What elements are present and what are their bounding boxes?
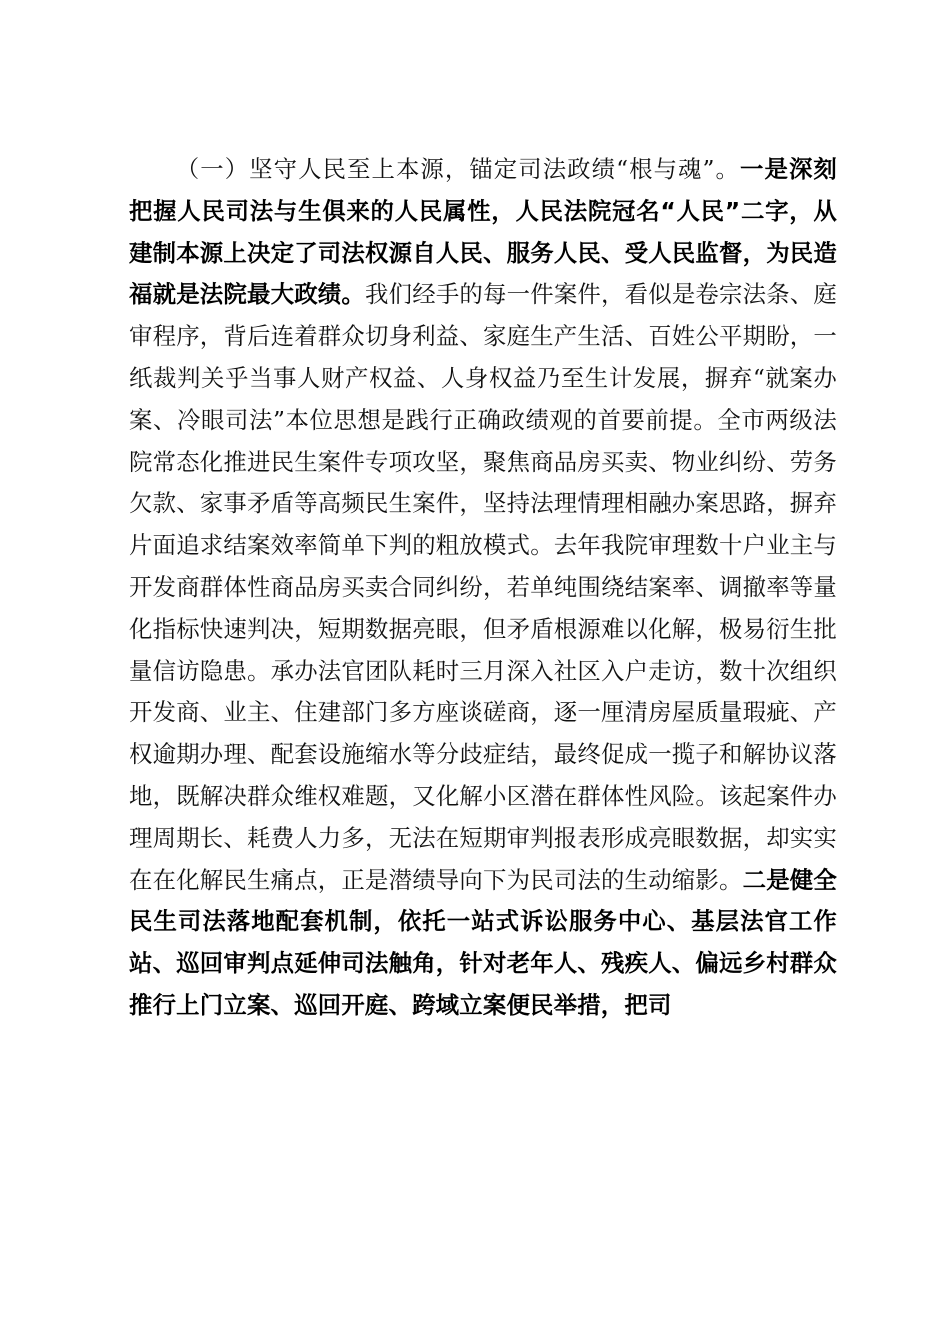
section-heading: （一）坚守人民至上本源，锚定司法政绩“根与魂”。 (175, 155, 741, 183)
point-one-text: 我们经手的每一件案件，看似是卷宗法条、庭审程序，背后连着群众切身利益、家庭生产生活、百姓公平期盼，一纸裁判关乎当事人财产权益、人身权益乃至生计发展，摒弃“就案办案、冷眼司法”本位思想是践行正确政绩观的首要前提。全市两级法院常态化推进民生案件专项攻坚，聚焦商品房买卖、物业纠纷、劳务欠款、家事矛盾等高频民生案件，坚持法理情理相融办案思路，摒弃片面追求结案效率简单下判的粗放模式。去年我院审理数十户业主与开发商群体性商品房买卖合同纠纷，若单纯围绕结案率、调撤率等量化指标快速判决，短期数据亮眼，但矛盾根源难以化解，极易衍生批量信访隐患。承办法官团队耗时三月深入社区入户走访，数十次组织开发商、业主、住建部门多方座谈磋商，逐一厘清房屋质量瑕疵、产权逾期办理、配套设施缩水等分歧症结，最终促成一揽子和解协议落地，既解决群众维权难题，又化解小区潜在群体性风险。该起案件办理周期长、耗费人力多，无法在短期审判报表形成亮眼数据，却实实在在化解民生痛点，正是潜绩导向下为民司法的生动缩影。 (129, 280, 838, 894)
point-one-bold-text: 一是深刻把握人民司法与生俱来的人民属性，人民法院冠名“人民”二字，从建制本源上决定了司法权源自人民、服务人民、受人民监督，为民造福就是法院最大政绩。 (129, 155, 837, 309)
point-two-bold-text: 二是健全民生司法落地配套机制，依托一站式诉讼服务中心、基层法官工作站、巡回审判点延伸司法触角，针对老年人、残疾人、偏远乡村群众推行上门立案、巡回开庭、跨域立案便民举措，把司 (129, 865, 837, 1019)
body-paragraph (129, 149, 837, 1027)
